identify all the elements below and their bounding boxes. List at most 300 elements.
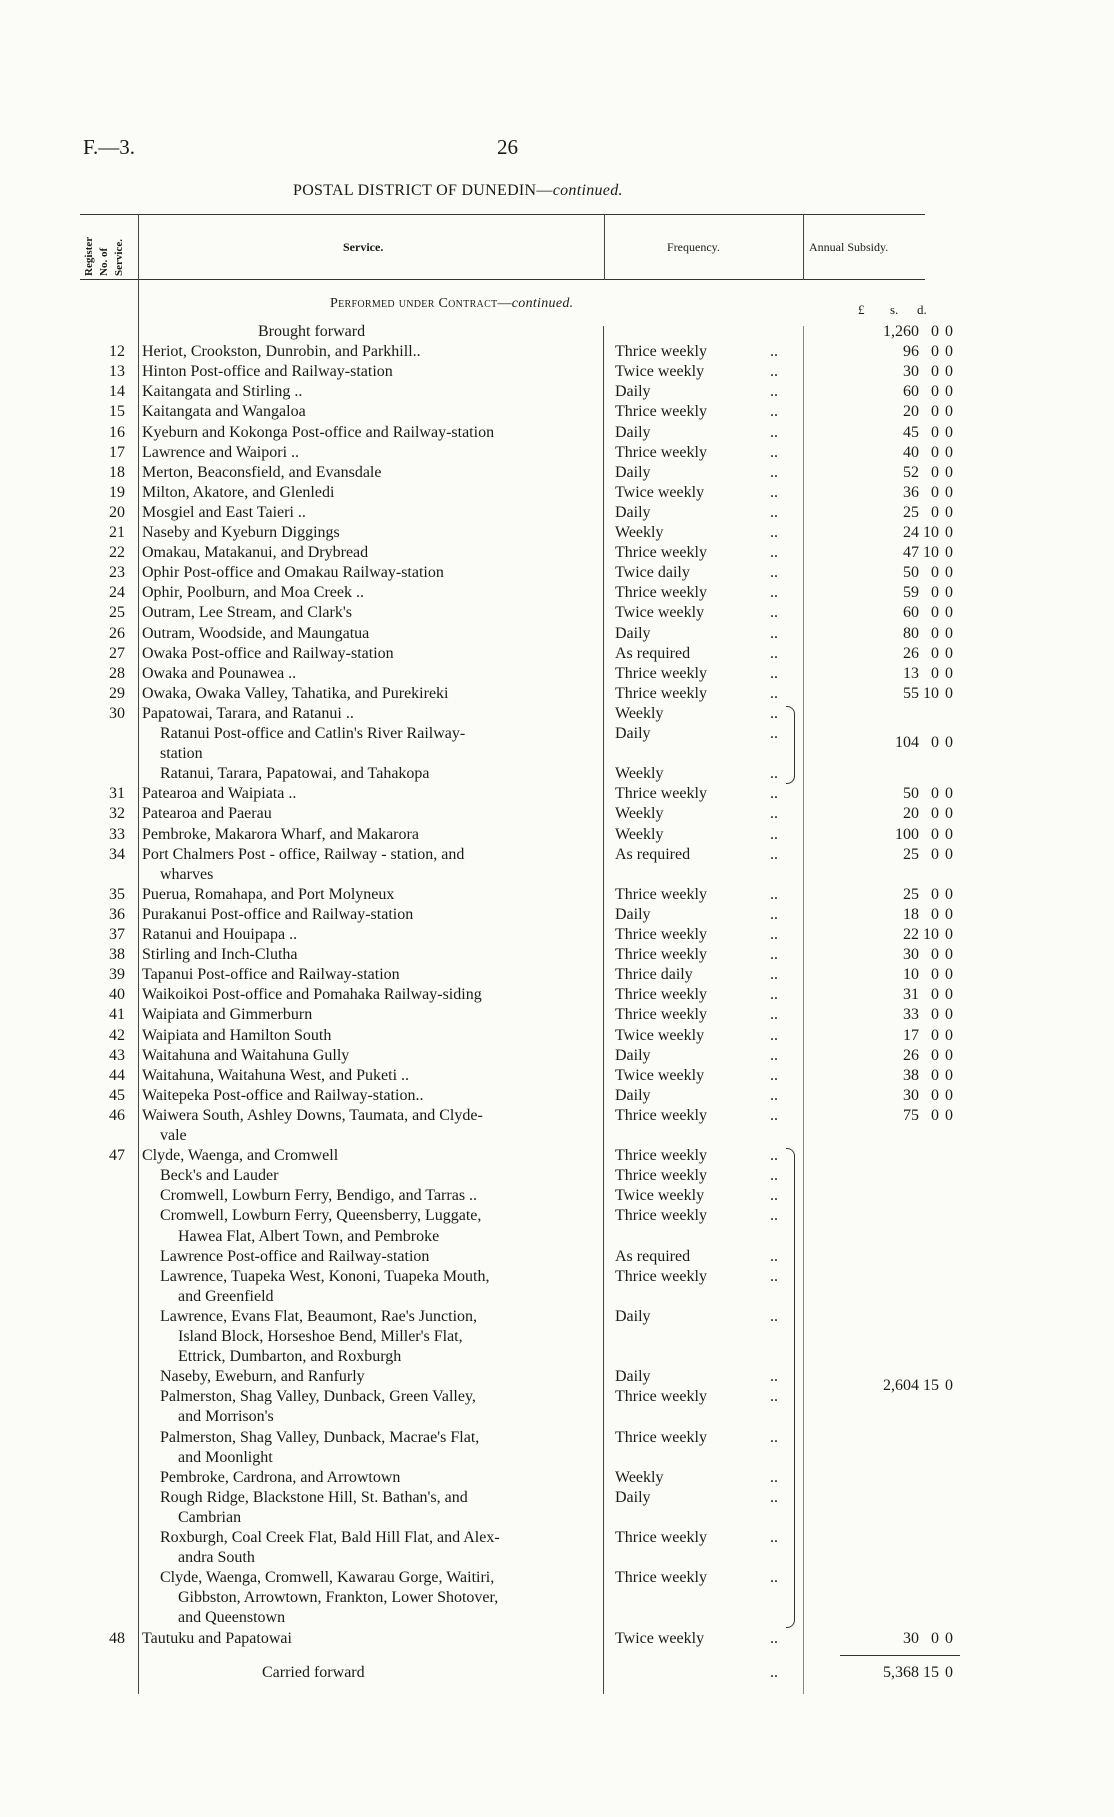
frequency-cell: Thrice weekly [615, 664, 707, 682]
frequency-leader-dots: .. [770, 1187, 778, 1205]
table-row [80, 1568, 980, 1588]
service-description: Outram, Lee Stream, and Clark's [142, 604, 352, 622]
service-description: Cromwell, Lowburn Ferry, Queensberry, Luggate, [160, 1207, 482, 1225]
table-row [80, 1588, 980, 1608]
subsidy-pounds: 26 [903, 644, 919, 662]
frequency-leader-dots: .. [770, 624, 778, 642]
register-number: 22 [109, 544, 125, 562]
frequency-cell: Daily [615, 383, 651, 401]
frequency-cell: Thrice weekly [615, 343, 707, 361]
register-number: 14 [109, 383, 125, 401]
service-description: Heriot, Crookston, Dunrobin, and Parkhill.. [142, 343, 421, 361]
service-description: Ophir Post-office and Omakau Railway-station [142, 564, 444, 582]
service-description: Tautuku and Papatowai [142, 1629, 292, 1647]
frequency-cell: Weekly [615, 704, 664, 722]
subsidy-pounds: 50 [903, 564, 919, 582]
table-row [80, 402, 980, 422]
register-number: 34 [109, 845, 125, 863]
table-row [80, 503, 980, 523]
service-description: Kaitangata and Stirling .. [142, 383, 303, 401]
brought-forward-row [80, 322, 980, 342]
subsidy-pence: 0 [945, 785, 953, 803]
frequency-leader-dots: .. [770, 564, 778, 582]
subsidy-pounds: 25 [903, 885, 919, 903]
table-row [80, 382, 980, 402]
table-row [80, 1307, 980, 1327]
subsidy-pounds: 2,604 [883, 1377, 919, 1395]
table-row [80, 1488, 980, 1508]
table-row [80, 825, 980, 845]
service-description: Ratanui Post-office and Catlin's River Railway- [160, 725, 466, 742]
table-row [80, 583, 980, 603]
subsidy-pence: 0 [945, 684, 953, 702]
frequency-cell: Thrice weekly [615, 1388, 707, 1406]
subsidy-pounds: 20 [903, 805, 919, 823]
subsidy-shillings: 0 [931, 624, 939, 642]
service-description: Patearoa and Waipiata .. [142, 785, 297, 803]
subsidy-shillings: 0 [931, 1006, 939, 1024]
subsidy-shillings: 0 [931, 946, 939, 964]
subsidy-shillings: 0 [931, 323, 939, 340]
subsidy-pence: 0 [945, 825, 953, 843]
register-number: 43 [109, 1046, 125, 1064]
frequency-cell: Weekly [615, 524, 664, 541]
frequency-leader-dots: .. [770, 664, 778, 682]
table-row [80, 1166, 980, 1186]
register-number: 24 [109, 584, 125, 602]
frequency-cell: Daily [615, 1307, 651, 1325]
subsidy-pounds: 18 [903, 905, 919, 923]
service-description: Papatowai, Tarara, and Ratanui .. [142, 704, 354, 722]
section-heading-text: Performed under Contract— [330, 296, 512, 311]
table-row [80, 443, 980, 463]
subsidy-pence: 0 [945, 905, 953, 923]
subsidy-pence: 0 [945, 503, 953, 521]
service-description: Cambrian [178, 1508, 242, 1526]
service-description: Waiwera South, Ashley Downs, Taumata, and Clyde- [142, 1106, 483, 1124]
subsidy-shillings: 0 [931, 644, 939, 662]
subsidy-pounds: 47 [903, 544, 919, 562]
service-description: Naseby, Eweburn, and Ranfurly [160, 1368, 365, 1386]
frequency-leader-dots: .. [770, 1307, 778, 1325]
subsidy-pounds: 17 [903, 1026, 919, 1044]
table-row [80, 1066, 980, 1086]
frequency-leader-dots: .. [770, 1468, 778, 1486]
frequency-cell: Thrice weekly [615, 1569, 707, 1587]
table-row [80, 1186, 980, 1206]
service-description: Lawrence, Tuapeka West, Kononi, Tuapeka Mouth, [160, 1267, 490, 1285]
service-description: Rough Ridge, Blackstone Hill, St. Bathan's, and [160, 1488, 468, 1506]
frequency-leader-dots: .. [770, 503, 778, 521]
frequency-cell: Twice weekly [615, 363, 705, 381]
subsidy-shillings: 0 [931, 604, 939, 622]
frequency-cell: Thrice weekly [615, 1147, 707, 1165]
subsidy-pence: 0 [945, 885, 953, 903]
register-header-line3: Service. [113, 239, 125, 276]
subsidy-pounds: 10 [903, 966, 919, 984]
frequency-leader-dots: .. [770, 343, 778, 361]
subsidy-pence: 0 [945, 443, 953, 461]
subsidy-shillings: 0 [931, 805, 939, 823]
service-description: Kaitangata and Wangaloa [142, 403, 306, 421]
frequency-leader-dots: .. [770, 765, 778, 783]
title-continued: continued. [552, 182, 623, 199]
service-description: Stirling and Inch-Clutha [142, 946, 298, 964]
service-description: Lawrence, Evans Flat, Beaumont, Rae's Junction, [160, 1307, 478, 1325]
table-row [80, 523, 980, 543]
register-number: 26 [109, 624, 125, 642]
frequency-cell: Thrice weekly [615, 1207, 707, 1225]
service-description: Outram, Woodside, and Maungatua [142, 624, 370, 642]
subsidy-pounds: 80 [903, 624, 919, 642]
frequency-cell: Daily [615, 423, 651, 441]
frequency-leader-dots: .. [770, 524, 778, 541]
subsidy-shillings: 0 [931, 443, 939, 461]
service-description: Omakau, Matakanui, and Drybread [142, 544, 369, 562]
frequency-cell: Daily [615, 624, 651, 642]
subsidy-pence: 0 [945, 1377, 953, 1395]
subsidy-pence: 0 [945, 966, 953, 984]
frequency-leader-dots: .. [770, 463, 778, 481]
table-row [80, 845, 980, 865]
subsidy-shillings: 0 [931, 664, 939, 682]
frequency-leader-dots: .. [770, 1046, 778, 1064]
table-row [80, 1086, 980, 1106]
subsidy-shillings: 10 [923, 544, 939, 562]
register-number: 15 [109, 403, 125, 421]
subsidy-pounds: 45 [903, 423, 919, 441]
table-row [80, 1026, 980, 1046]
table-row [80, 965, 980, 985]
subsidy-shillings: 0 [931, 383, 939, 401]
subsidy-shillings: 0 [931, 483, 939, 501]
page-title [293, 182, 623, 200]
subsidy-pounds: 50 [903, 785, 919, 803]
frequency-leader-dots: .. [770, 805, 778, 823]
frequency-leader-dots: .. [770, 1247, 778, 1265]
frequency-cell: Thrice weekly [615, 986, 707, 1004]
table-row [80, 804, 980, 824]
frequency-cell: Weekly [615, 765, 664, 783]
frequency-leader-dots: .. [770, 1006, 778, 1024]
frequency-cell: Twice weekly [615, 483, 705, 501]
subsidy-shillings: 10 [923, 684, 939, 702]
service-description: Palmerston, Shag Valley, Dunback, Green Valley, [160, 1388, 476, 1406]
frequency-leader-dots: .. [770, 383, 778, 401]
table-row [80, 1468, 980, 1488]
subsidy-shillings: 0 [931, 885, 939, 903]
subsidy-shillings: 0 [931, 363, 939, 381]
frequency-leader-dots: .. [770, 1086, 778, 1104]
subsidy-pence: 0 [945, 805, 953, 823]
service-description: Pembroke, Cardrona, and Arrowtown [160, 1468, 401, 1486]
subsidy-shillings: 0 [931, 734, 939, 752]
table-row [80, 342, 980, 362]
service-description: Merton, Beaconsfield, and Evansdale [142, 463, 382, 481]
subsidy-shillings: 10 [923, 926, 939, 943]
register-number: 31 [109, 785, 125, 803]
frequency-leader-dots: .. [770, 443, 778, 461]
subsidy-pounds: 75 [903, 1106, 919, 1124]
frequency-cell: Thrice weekly [615, 926, 707, 943]
subsidy-pence: 0 [945, 986, 953, 1004]
subsidy-pence: 0 [945, 644, 953, 662]
frequency-leader-dots: .. [770, 1529, 778, 1546]
frequency-leader-dots: .. [770, 1629, 778, 1647]
subsidy-pounds: 24 [903, 524, 919, 541]
service-description: Palmerston, Shag Valley, Dunback, Macrae's Flat, [160, 1428, 480, 1446]
register-number: 36 [109, 905, 125, 923]
frequency-leader-dots: .. [770, 725, 778, 742]
frequency-leader-dots: .. [770, 1066, 778, 1084]
unit-pence: d. [917, 302, 927, 317]
register-number: 44 [109, 1066, 125, 1084]
frequency-leader-dots: .. [770, 946, 778, 964]
register-header-line2: No. of [98, 247, 110, 276]
service-description: Ratanui, Tarara, Papatowai, and Tahakopa [160, 765, 430, 783]
frequency-cell: Thrice weekly [615, 1267, 707, 1285]
subsidy-pence: 0 [945, 1663, 953, 1681]
frequency-cell: Thrice weekly [615, 1167, 707, 1185]
subsidy-shillings: 0 [931, 1026, 939, 1044]
subsidy-pence: 0 [945, 845, 953, 863]
register-number: 46 [109, 1106, 125, 1124]
subsidy-pounds: 55 [903, 684, 919, 702]
register-number: 12 [109, 343, 125, 361]
frequency-cell: Thrice weekly [615, 785, 707, 803]
register-number: 48 [109, 1629, 125, 1647]
subsidy-pounds: 40 [903, 443, 919, 461]
subsidy-shillings: 0 [931, 905, 939, 923]
register-number: 13 [109, 363, 125, 381]
service-description: and Greenfield [178, 1287, 274, 1305]
frequency-leader-dots: .. [770, 1663, 778, 1681]
subsidy-pence: 0 [945, 343, 953, 361]
subsidy-pence: 0 [945, 1066, 953, 1084]
subsidy-pounds: 26 [903, 1046, 919, 1064]
frequency-leader-dots: .. [770, 544, 778, 562]
frequency-cell: Daily [615, 1046, 651, 1064]
table-row [80, 1548, 980, 1568]
frequency-cell: Weekly [615, 825, 664, 843]
service-description: and Queenstown [178, 1609, 286, 1627]
table-row [80, 1005, 980, 1025]
section-heading [330, 296, 573, 312]
table-row [80, 1227, 980, 1247]
frequency-leader-dots: .. [770, 986, 778, 1004]
frequency-column-rule [803, 214, 804, 280]
frequency-cell: Thrice weekly [615, 946, 707, 964]
service-description: Island Block, Horseshoe Bend, Miller's Flat, [178, 1328, 463, 1345]
frequency-cell: Thrice weekly [615, 885, 707, 903]
register-number: 32 [109, 805, 125, 823]
service-description: Clyde, Waenga, and Cromwell [142, 1147, 339, 1165]
header-bottom-rule [80, 279, 925, 280]
subsidy-shillings: 0 [931, 403, 939, 421]
register-number: 20 [109, 503, 125, 521]
frequency-header: Frequency. [667, 240, 720, 254]
service-description: Ratanui and Houipapa .. [142, 926, 298, 943]
frequency-leader-dots: .. [770, 926, 778, 943]
service-description: and Morrison's [178, 1408, 274, 1426]
service-description: Lawrence Post-office and Railway-station [160, 1247, 430, 1265]
frequency-cell: Weekly [615, 805, 664, 823]
service-description: Milton, Akatore, and Glenledi [142, 483, 335, 501]
service-description: Roxburgh, Coal Creek Flat, Bald Hill Flat, and Alex- [160, 1529, 500, 1546]
table-row [80, 985, 980, 1005]
subsidy-shillings: 0 [931, 1629, 939, 1647]
subsidy-pounds: 30 [903, 363, 919, 381]
service-description: Brought forward [258, 323, 366, 340]
frequency-leader-dots: .. [770, 644, 778, 662]
frequency-cell: Daily [615, 905, 651, 923]
subsidy-pounds: 33 [903, 1006, 919, 1024]
subsidy-shillings: 0 [931, 503, 939, 521]
table-row [80, 925, 980, 945]
service-description: Lawrence and Waipori .. [142, 443, 300, 461]
subsidy-shillings: 0 [931, 785, 939, 803]
frequency-cell: Thrice weekly [615, 1529, 707, 1546]
subsidy-shillings: 0 [931, 463, 939, 481]
table-row [80, 1287, 980, 1307]
subsidy-shillings: 0 [931, 343, 939, 361]
unit-shillings: s. [890, 302, 899, 317]
frequency-leader-dots: .. [770, 483, 778, 501]
table-row-continuation [80, 865, 980, 885]
service-description: Mosgiel and East Taieri .. [142, 503, 306, 521]
register-number: 39 [109, 966, 125, 984]
service-description: Waipiata and Hamilton South [142, 1026, 332, 1044]
subsidy-pence: 0 [945, 734, 953, 752]
table-row [80, 1508, 980, 1528]
frequency-leader-dots: .. [770, 1388, 778, 1406]
frequency-cell: As required [615, 1247, 691, 1265]
page-number: 26 [497, 135, 518, 159]
subsidy-shillings: 0 [931, 1086, 939, 1104]
service-description: Pembroke, Makarora Wharf, and Makarora [142, 825, 419, 843]
frequency-cell: Daily [615, 463, 651, 481]
frequency-leader-dots: .. [770, 363, 778, 381]
register-number: 19 [109, 483, 125, 501]
frequency-cell: Daily [615, 503, 651, 521]
frequency-cell: Thrice weekly [615, 443, 707, 461]
service-description: Kyeburn and Kokonga Post-office and Railway-station [142, 423, 495, 441]
service-description: and Moonlight [178, 1448, 273, 1466]
subsidy-pence: 0 [945, 403, 953, 421]
frequency-leader-dots: .. [770, 1147, 778, 1165]
register-number: 41 [109, 1006, 125, 1024]
register-number: 29 [109, 684, 125, 702]
table-row [80, 664, 980, 684]
group-47-brace [786, 1148, 795, 1628]
frequency-cell: Thrice weekly [615, 584, 707, 602]
register-number: 37 [109, 926, 125, 943]
register-number: 16 [109, 423, 125, 441]
table-row [80, 1629, 980, 1649]
table-row [80, 563, 980, 583]
frequency-cell: Twice weekly [615, 1187, 705, 1205]
table-row-continuation [80, 1126, 980, 1146]
service-description: Hinton Post-office and Railway-station [142, 363, 393, 381]
frequency-leader-dots: .. [770, 1207, 778, 1225]
subsidy-shillings: 0 [931, 845, 939, 863]
subsidy-pounds: 38 [903, 1066, 919, 1084]
subsidy-shillings: 0 [931, 825, 939, 843]
subsidy-pence: 0 [945, 946, 953, 964]
table-row [80, 603, 980, 623]
frequency-leader-dots: .. [770, 704, 778, 722]
page-reference: F.—3. [83, 135, 135, 159]
service-description: Beck's and Lauder [160, 1167, 279, 1185]
table-row [80, 1428, 980, 1448]
frequency-cell: As required [615, 845, 691, 863]
subsidy-pence: 0 [945, 323, 953, 340]
service-column-rule [604, 214, 605, 280]
subsidy-shillings: 15 [923, 1377, 939, 1395]
subsidy-pence: 0 [945, 544, 953, 562]
service-description: Clyde, Waenga, Cromwell, Kawarau Gorge, Waitiri, [160, 1569, 495, 1587]
unit-pounds: £ [858, 302, 865, 317]
subsidy-shillings: 0 [931, 1046, 939, 1064]
frequency-cell: Daily [615, 1488, 651, 1506]
frequency-leader-dots: .. [770, 1368, 778, 1386]
service-description: station [160, 745, 203, 763]
subsidy-pounds: 25 [903, 845, 919, 863]
section-heading-continued: continued. [511, 296, 574, 311]
frequency-leader-dots: .. [770, 423, 778, 441]
register-number: 30 [109, 704, 125, 722]
frequency-leader-dots: .. [770, 1267, 778, 1285]
register-number: 28 [109, 664, 125, 682]
subsidy-pounds: 30 [903, 946, 919, 964]
subsidy-pence: 0 [945, 1106, 953, 1124]
group-30-subsidy [836, 734, 953, 754]
register-number: 47 [109, 1147, 125, 1165]
service-description: Owaka, Owaka Valley, Tahatika, and Purekireki [142, 684, 449, 702]
subsidy-pence: 0 [945, 1026, 953, 1044]
frequency-leader-dots: .. [770, 825, 778, 843]
subsidy-pence: 0 [945, 926, 953, 943]
table-row [80, 463, 980, 483]
register-number: 42 [109, 1026, 125, 1044]
frequency-cell: Daily [615, 1086, 651, 1104]
subsidy-pence: 0 [945, 564, 953, 582]
subsidy-shillings: 0 [931, 966, 939, 984]
subsidy-pence: 0 [945, 1629, 953, 1647]
title-main: POSTAL DISTRICT OF DUNEDIN— [293, 182, 553, 199]
service-description: Cromwell, Lowburn Ferry, Bendigo, and Tarras .. [160, 1187, 478, 1205]
subsidy-pounds: 36 [903, 483, 919, 501]
frequency-cell: Daily [615, 725, 651, 742]
subsidy-pence: 0 [945, 1006, 953, 1024]
frequency-cell: Thrice weekly [615, 684, 707, 702]
subsidy-pounds: 60 [903, 604, 919, 622]
service-description: Ettrick, Dumbarton, and Roxburgh [178, 1348, 402, 1366]
subsidy-pence: 0 [945, 624, 953, 642]
service-description: Patearoa and Paerau [142, 805, 272, 823]
register-header [80, 216, 140, 278]
register-header-line1: Register [83, 236, 95, 276]
table-row [80, 1146, 980, 1166]
service-description: Gibbston, Arrowtown, Frankton, Lower Shotover, [178, 1589, 499, 1607]
subsidy-shillings: 15 [923, 1663, 939, 1681]
subsidy-pounds: 31 [903, 986, 919, 1004]
service-description: Waipiata and Gimmerburn [142, 1006, 313, 1024]
frequency-leader-dots: .. [770, 785, 778, 803]
subsidy-pounds: 5,368 [883, 1663, 919, 1681]
frequency-cell: Weekly [615, 1468, 664, 1486]
table-row [80, 483, 980, 503]
